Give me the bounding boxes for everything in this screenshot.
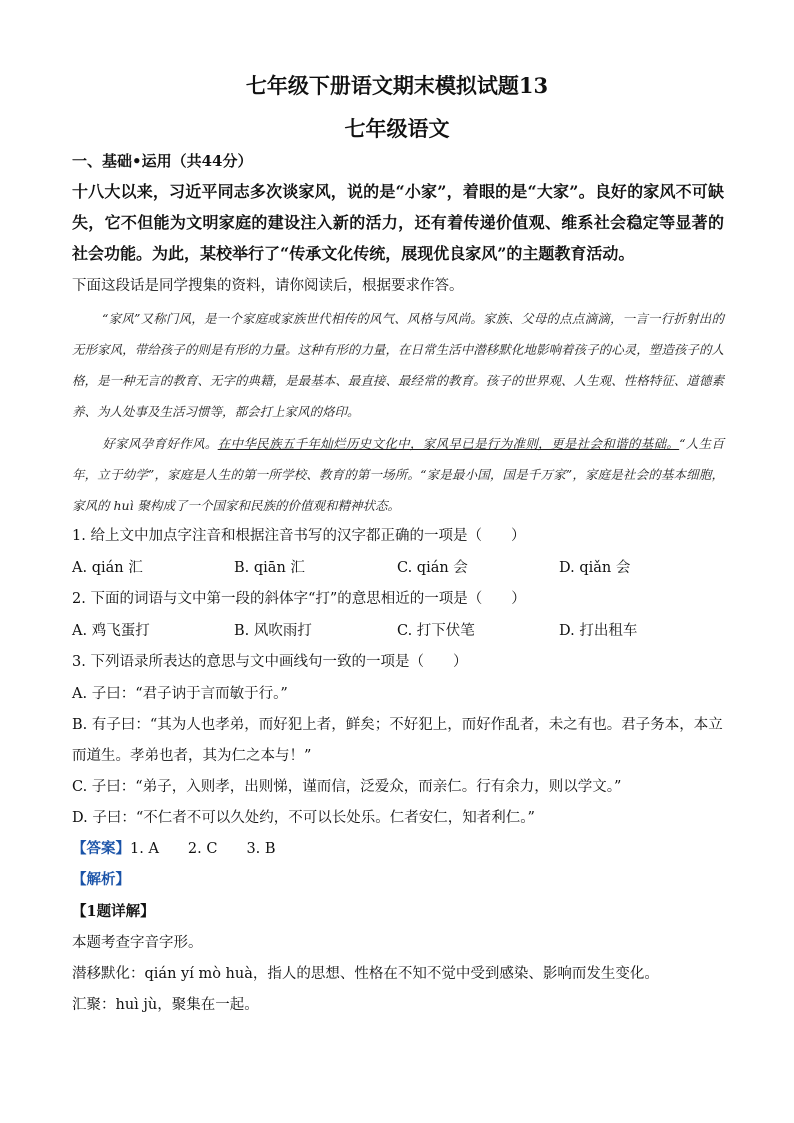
q3-option-a: A. 子曰：“君子讷于言而敏于行。” [72, 686, 288, 702]
passage-paragraph-1 [72, 303, 724, 427]
q2-option-d: D. 打出租车 [559, 623, 638, 639]
analysis-line-2: 潜移默化：qián yí mò huà，指人的思想、性格在不知不觉中受到感染、影响而发生变化。 [72, 966, 659, 982]
passage-text-2-pre: 好家风孕育好作风。 [102, 436, 218, 451]
q3-option-b-line2: 而道生。孝弟也者，其为仁之本与！” [72, 748, 312, 764]
instruction-text: 下面这段话是同学搜集的资料，请你阅读后，根据要求作答。 [72, 278, 464, 294]
analysis-line-3: 汇聚：huì jù，聚集在一起。 [72, 997, 259, 1013]
q2-option-c: C. 打下伏笔 [397, 623, 475, 639]
page-title: 七年级下册语文期末模拟试题13 [245, 73, 549, 98]
q3-option-c: C. 子曰：“弟子，入则孝，出则悌，谨而信，泛爱众，而亲仁。行有余力，则以学文。” [72, 779, 622, 795]
analysis-line-1: 本题考查字音字形。 [72, 935, 203, 951]
q1-option-d: D. qiǎn 会 [559, 560, 631, 576]
q1-option-a: A. qián 汇 [72, 560, 143, 576]
answer-label: 【答案】 [72, 840, 130, 857]
section-intro: 十八大以来，习近平同志多次谈家风，说的是“小家”，着眼的是“大家”。良好的家风不可缺失，它不但能为文明家庭的建设注入新的活力，还有着传递价值观、维系社会稳定等显著的社会功能。为此，某校举行了“传承文化传统，展现优良家风”的主题教育活动。 [72, 182, 724, 263]
passage-text-2-post: “人生百年，立于幼学”，家庭是人生的第一所学校、教育的第一场所。“家是最小国，国是千万家”，家庭是社会的基本细胞，家风的 huì 聚构成了一个国家和民族的价值观和精神状态。 [72, 436, 724, 513]
underlined-sentence: 在中华民族五千年灿烂历史文化中，家风早已是行为准则，更是社会和谐的基础。 [217, 436, 680, 451]
q3-option-d: D. 子曰：“不仁者不可以久处约，不可以长处乐。仁者安仁，知者利仁。” [72, 810, 535, 826]
page-subtitle: 七年级语文 [344, 116, 450, 141]
question-2-stem: 2. 下面的词语与文中第一段的斜体字“打”的意思相近的一项是（ ） [72, 591, 526, 607]
question-1-stem: 1. 给上文中加点字注音和根据注音书写的汉字都正确的一项是（ ） [72, 528, 526, 544]
q2-option-b: B. 风吹雨打 [234, 623, 312, 639]
question-3-stem: 3. 下列语录所表达的意思与文中画线句一致的一项是（ ） [72, 654, 468, 670]
q3-option-b-line1: B. 有子曰：“其为人也孝弟，而好犯上者，鲜矣；不好犯上，而好作乱者，未之有也。君子务本，本立 [72, 717, 723, 733]
passage-text-1: “家风”又称门风，是一个家庭或家族世代相传的风气、风格与风尚。家族、父母的点点滴滴，一言一行折射出的无形家风，带给孩子的则是有形的力量。这种有形的力量，在日常生活中潜移默化地影响着孩子的心灵，塑造孩子的人格，是一种无言的教育、无字的典籍，是最基本、最直接、最经常的教育。孩子的世界观、人生观、性格特征、道德素养、为人处事及生活习惯等，都会打上家风的烙印。 [72, 311, 724, 419]
answer-values: 1. A 2. C 3. B [130, 841, 276, 857]
analysis-label: 【解析】 [72, 871, 130, 888]
q1-option-c: C. qián 会 [397, 560, 468, 576]
detail-label: 【1题详解】 [72, 903, 155, 920]
q2-option-a: A. 鸡飞蛋打 [72, 623, 150, 639]
answer-line [72, 837, 276, 858]
passage-paragraph-2 [72, 428, 724, 521]
section-heading: 一、基础•运用（共44分） [72, 152, 253, 170]
q1-option-b: B. qiān 汇 [234, 560, 305, 576]
